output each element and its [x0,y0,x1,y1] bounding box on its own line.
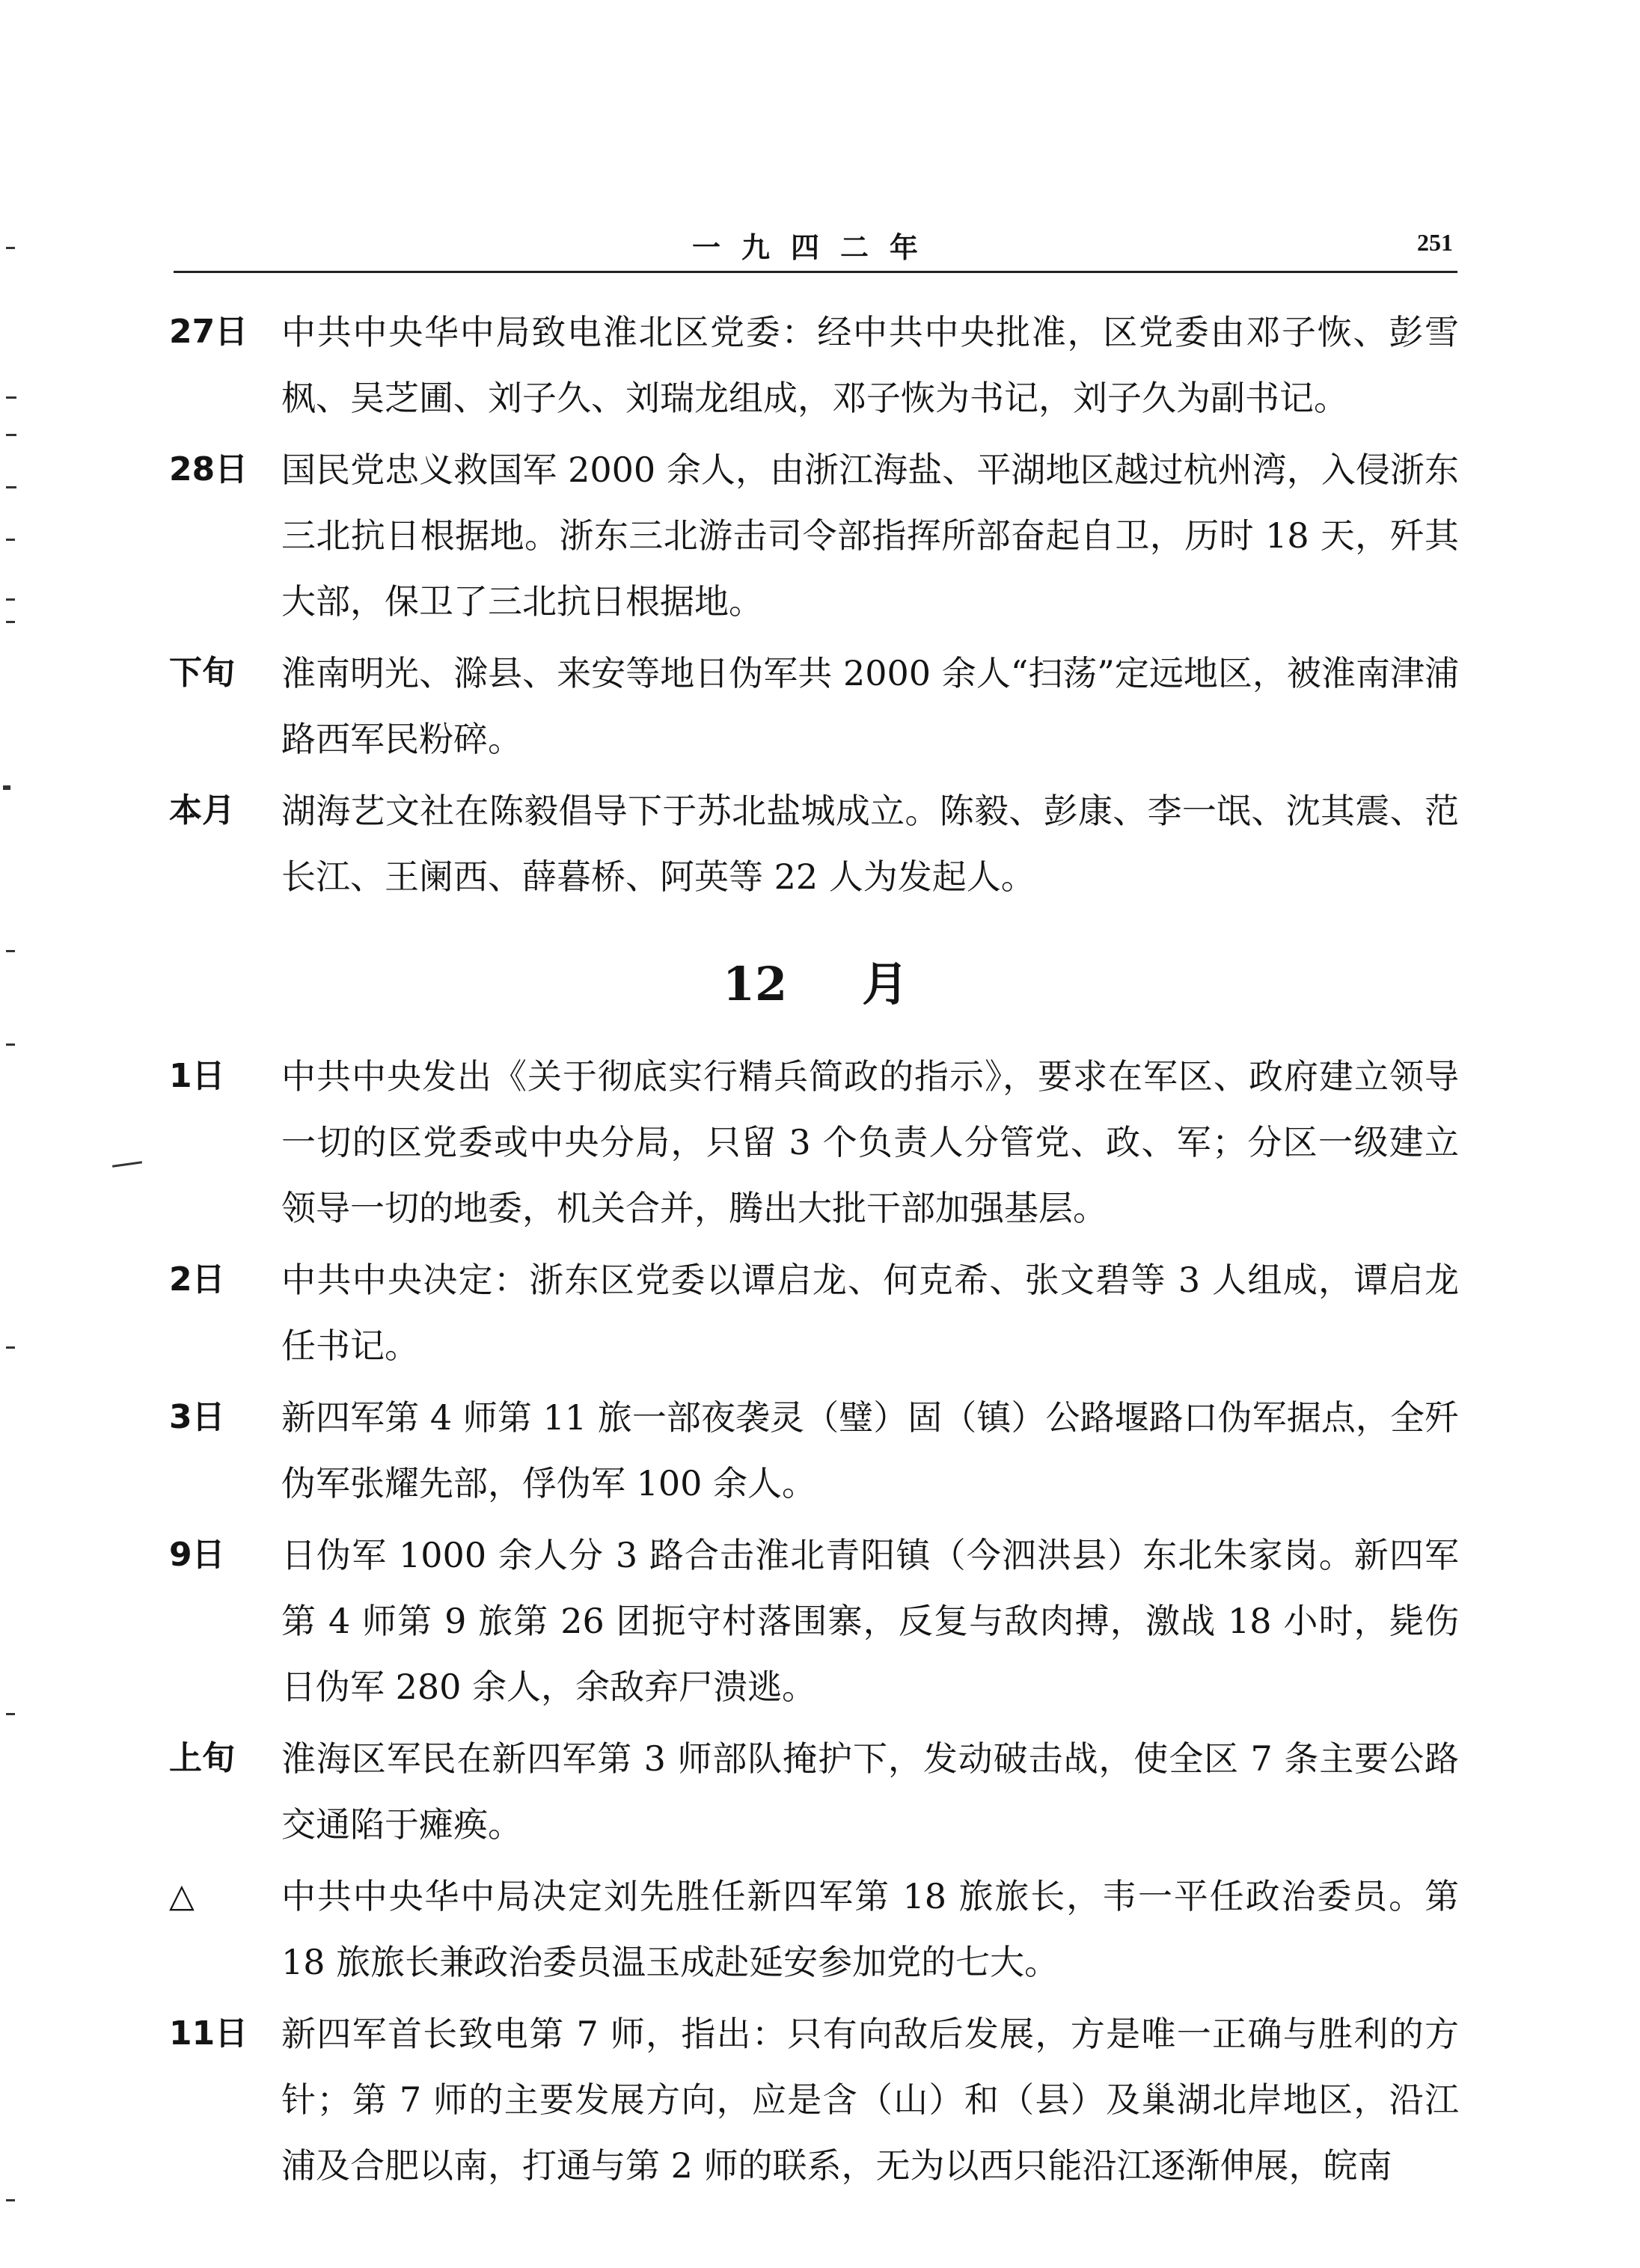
scan-artifact [6,621,15,623]
entry-text: 中共中央华中局致电淮北区党委：经中共中央批准，区党委由邓子恢、彭雪枫、吴芝圃、刘子久、刘瑞龙组成，邓子恢为书记，刘子久为副书记。 [281,312,1459,418]
entry-text: 淮海区军民在新四军第 3 师部队掩护下，发动破击战，使全区 7 条主要公路交通陷于瘫痪。 [281,1738,1459,1845]
running-title: 一九四二年 [691,230,939,264]
scan-artifact [6,486,16,488]
scan-artifact [6,950,15,952]
month-number: 12 [722,957,788,1012]
scan-artifact [6,1713,15,1715]
entry-text: 新四军第 4 师第 11 旅一部夜袭灵（璧）固（镇）公路堰路口伪军据点，全歼伪军张耀先部，俘伪军 100 余人。 [281,1397,1459,1504]
scan-artifact [6,434,16,436]
page-number: 251 [1417,229,1453,256]
scan-artifact [6,1043,15,1046]
entry-text: 湖海艺文社在陈毅倡导下于苏北盐城成立。陈毅、彭康、李一氓、沈其震、范长江、王阑西、薛暮桥、阿英等 22 人为发起人。 [281,791,1459,897]
chronology-entries-november [169,299,1459,916]
scan-artifact [3,785,10,790]
entry-date: 1日 [169,1057,225,1095]
scan-artifact [6,396,16,399]
entry-text: 国民党忠义救国军 2000 余人，由浙江海盐、平湖地区越过杭州湾，入侵浙东三北抗日根据地。浙东三北游击司令部指挥所部奋起自卫，历时 18 天，歼其大部，保卫了三北抗日根据地。 [281,450,1459,622]
scan-artifact [6,2199,15,2201]
chronology-entry [169,1726,1459,1857]
scan-artifact [6,539,15,541]
entry-date-triangle-mark: △ [169,1877,195,1915]
scan-artifact [6,598,15,601]
chronology-entry [169,437,1459,634]
month-unit: 月 [862,957,909,1012]
scan-artifact [6,1346,15,1349]
month-heading [174,947,1457,1014]
entry-text: 淮南明光、滁县、来安等地日伪军共 2000 余人“扫荡”定远地区，被淮南津浦路西军民粉碎。 [281,653,1460,759]
entry-date: 27日 [169,313,248,351]
scan-artifact [6,247,15,249]
chronology-entry [169,640,1459,772]
chronology-entries-december [169,1043,1459,2204]
chronology-entry [169,1385,1459,1516]
entry-date: 3日 [169,1398,225,1436]
chronology-entry [169,2001,1459,2198]
entry-date: 11日 [169,2014,248,2053]
chronology-entry [169,778,1459,910]
entry-date: 上旬 [169,1739,235,1777]
chronology-entry [169,1043,1459,1241]
entry-text: 日伪军 1000 余人分 3 路合击淮北青阳镇（今泗洪县）东北朱家岗。新四军第 4 师第 9 旅第 26 团扼守村落围寨，反复与敌肉搏，激战 18 小时，毙伤日伪军 280 余人，余敌弃尸溃逃。 [281,1535,1459,1707]
scan-artifact [112,1161,142,1168]
entry-date: 2日 [169,1260,225,1299]
chronology-entry [169,1522,1459,1720]
entry-text: 中共中央发出《关于彻底实行精兵简政的指示》，要求在军区、政府建立领导一切的区党委或中央分局，只留 3 个负责人分管党、政、军；分区一级建立领导一切的地委，机关合并，腾出大批干部加强基层。 [281,1056,1459,1228]
entry-date: 9日 [169,1536,225,1574]
chronology-entry [169,1863,1459,1995]
entry-text: 中共中央华中局决定刘先胜任新四军第 18 旅旅长，韦一平任政治委员。第 18 旅旅长兼政治委员温玉成赴延安参加党的七大。 [281,1876,1459,1982]
entry-date: 下旬 [169,654,235,692]
chronology-entry [169,299,1459,431]
entry-date: 本月 [169,791,235,830]
entry-text: 中共中央决定：浙东区党委以谭启龙、何克希、张文碧等 3 人组成，谭启龙任书记。 [281,1260,1459,1366]
entry-date: 28日 [169,450,248,488]
page-header [174,223,1457,273]
chronology-entry [169,1247,1459,1379]
entry-text: 新四军首长致电第 7 师，指出：只有向敌后发展，方是唯一正确与胜利的方针；第 7 师的主要发展方向，应是含（山）和（县）及巢湖北岸地区，沿江浦及合肥以南，打通与第 2 师的联系，无为以西只能沿江逐渐伸展，皖南 [281,2014,1459,2186]
